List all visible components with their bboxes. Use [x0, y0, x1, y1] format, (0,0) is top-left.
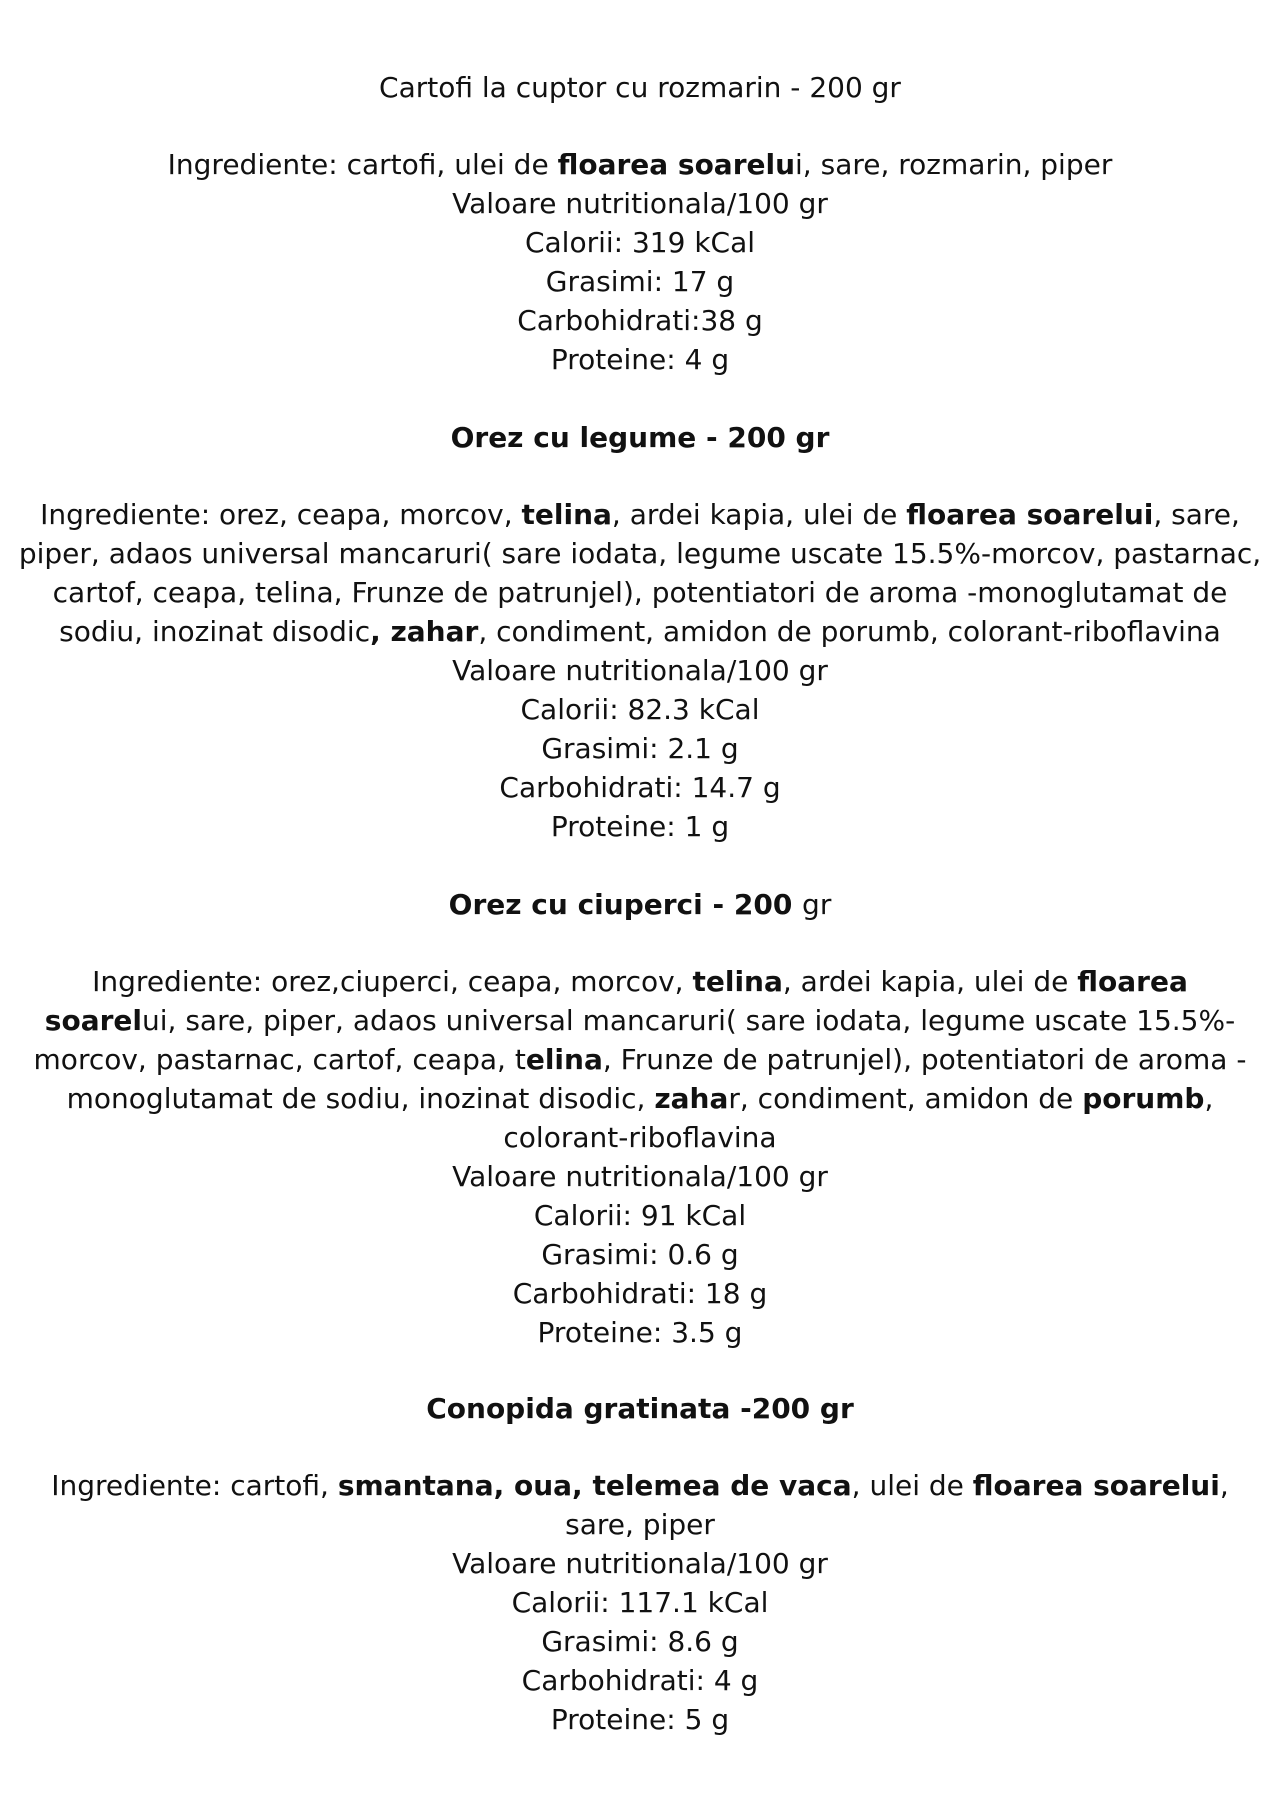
text-segment: , sare, piper: [565, 1469, 1229, 1541]
text-segment: Cartofi la cuptor cu rozmarin - 200 gr: [379, 71, 901, 104]
text-segment: ui, sare, piper, adaos universal mancaruri( sare iodata, legume uscate 15.5%-morcov, pastarnac, cartof, ceapa, t: [33, 1004, 1236, 1076]
bold-text-segment: Conopida gratinata -200 gr: [426, 1392, 854, 1425]
dish-title: [0, 68, 1280, 107]
carbs-value: Carbohidrati: 4 g: [521, 1664, 759, 1697]
bold-text-segment: floarea soarelui: [972, 1469, 1220, 1502]
ingredients-text: [25, 1466, 1255, 1544]
nutrition-title: Valoare nutritionala/100 gr: [452, 654, 828, 687]
ingredients-text: [15, 495, 1265, 651]
calories-value: Calorii: 319 kCal: [524, 226, 756, 259]
nutrition-facts: [0, 1157, 1280, 1352]
nutrition-title: Valoare nutritionala/100 gr: [452, 1547, 828, 1580]
bold-text-segment: floarea soarel: [44, 965, 1188, 1037]
nutrition-facts: [0, 1544, 1280, 1739]
nutrition-facts: [0, 651, 1280, 846]
fat-value: Grasimi: 8.6 g: [541, 1625, 739, 1658]
text-segment: , ulei de: [851, 1469, 973, 1502]
dish-title: [0, 418, 1280, 457]
carbs-value: Carbohidrati:38 g: [517, 304, 763, 337]
carbs-value: Carbohidrati: 18 g: [512, 1277, 768, 1310]
nutrition-title: Valoare nutritionala/100 gr: [452, 187, 828, 220]
text-segment: i, sare, rozmarin, piper: [795, 148, 1113, 181]
text-segment: Ingrediente: orez,ciuperci, ceapa, morcov,: [92, 965, 693, 998]
nutrition-facts: [0, 184, 1280, 379]
text-segment: Ingrediente: cartofi,: [51, 1469, 338, 1502]
bold-text-segment: zaha: [654, 1082, 729, 1115]
bold-text-segment: smantana, oua, telemea de vaca: [337, 1469, 852, 1502]
calories-value: Calorii: 91 kCal: [533, 1199, 747, 1232]
calories-value: Calorii: 117.1 kCal: [511, 1586, 769, 1619]
text-segment: Ingrediente: cartofi, ulei de: [167, 148, 558, 181]
bold-text-segment: elina: [525, 1043, 603, 1076]
fat-value: Grasimi: 0.6 g: [541, 1238, 739, 1271]
dish-orez-cu-legume: [0, 418, 1280, 846]
ingredients-text: [90, 145, 1190, 184]
text-segment: , ardei kapia, ulei de: [782, 965, 1078, 998]
dish-orez-cu-ciuperci: [0, 885, 1280, 1352]
fat-value: Grasimi: 2.1 g: [541, 732, 739, 765]
bold-text-segment: Orez cu legume - 200 gr: [450, 421, 830, 454]
dish-title: [0, 1389, 1280, 1428]
bold-text-segment: Orez cu ciuperci - 200: [448, 888, 803, 921]
dish-cartofi-la-cuptor: [0, 68, 1280, 379]
dish-title: [0, 885, 1280, 924]
bold-text-segment: floarea soarelu: [557, 148, 796, 181]
bold-text-segment: telina: [692, 965, 783, 998]
text-segment: , condiment, amidon de porumb, colorant-riboflavina: [478, 615, 1221, 648]
bold-text-segment: porumb: [1082, 1082, 1205, 1115]
ingredients-text: [30, 962, 1250, 1157]
text-segment: , colorant-riboflavina: [503, 1082, 1214, 1154]
dish-conopida-gratinata: [0, 1389, 1280, 1739]
protein-value: Proteine: 4 g: [550, 343, 730, 376]
text-segment: , sare, piper, adaos universal mancaruri( sare iodata, legume uscate 15.5%-morcov, pastarnac, cartof, ceapa, telina, Frunze de patrunjel), potentiatori de aroma -monoglutamat de sodiu, inozinat disodic: [18, 498, 1262, 648]
calories-value: Calorii: 82.3 kCal: [520, 693, 760, 726]
protein-value: Proteine: 5 g: [550, 1703, 730, 1736]
fat-value: Grasimi: 17 g: [545, 265, 735, 298]
text-segment: Ingrediente: orez, ceapa, morcov,: [40, 498, 522, 531]
text-segment: r, condiment, amidon de: [728, 1082, 1083, 1115]
protein-value: Proteine: 1 g: [550, 810, 730, 843]
text-segment: , Frunze de patrunjel), potentiatori de aroma - monoglutamat de sodiu, inozinat disodic,: [66, 1043, 1247, 1115]
bold-text-segment: floarea soarelui: [906, 498, 1154, 531]
bold-text-segment: telina: [521, 498, 612, 531]
protein-value: Proteine: 3.5 g: [537, 1316, 743, 1349]
text-segment: gr: [802, 888, 832, 921]
bold-text-segment: , zahar: [370, 615, 479, 648]
text-segment: , ardei kapia, ulei de: [611, 498, 907, 531]
nutrition-title: Valoare nutritionala/100 gr: [452, 1160, 828, 1193]
carbs-value: Carbohidrati: 14.7 g: [499, 771, 781, 804]
